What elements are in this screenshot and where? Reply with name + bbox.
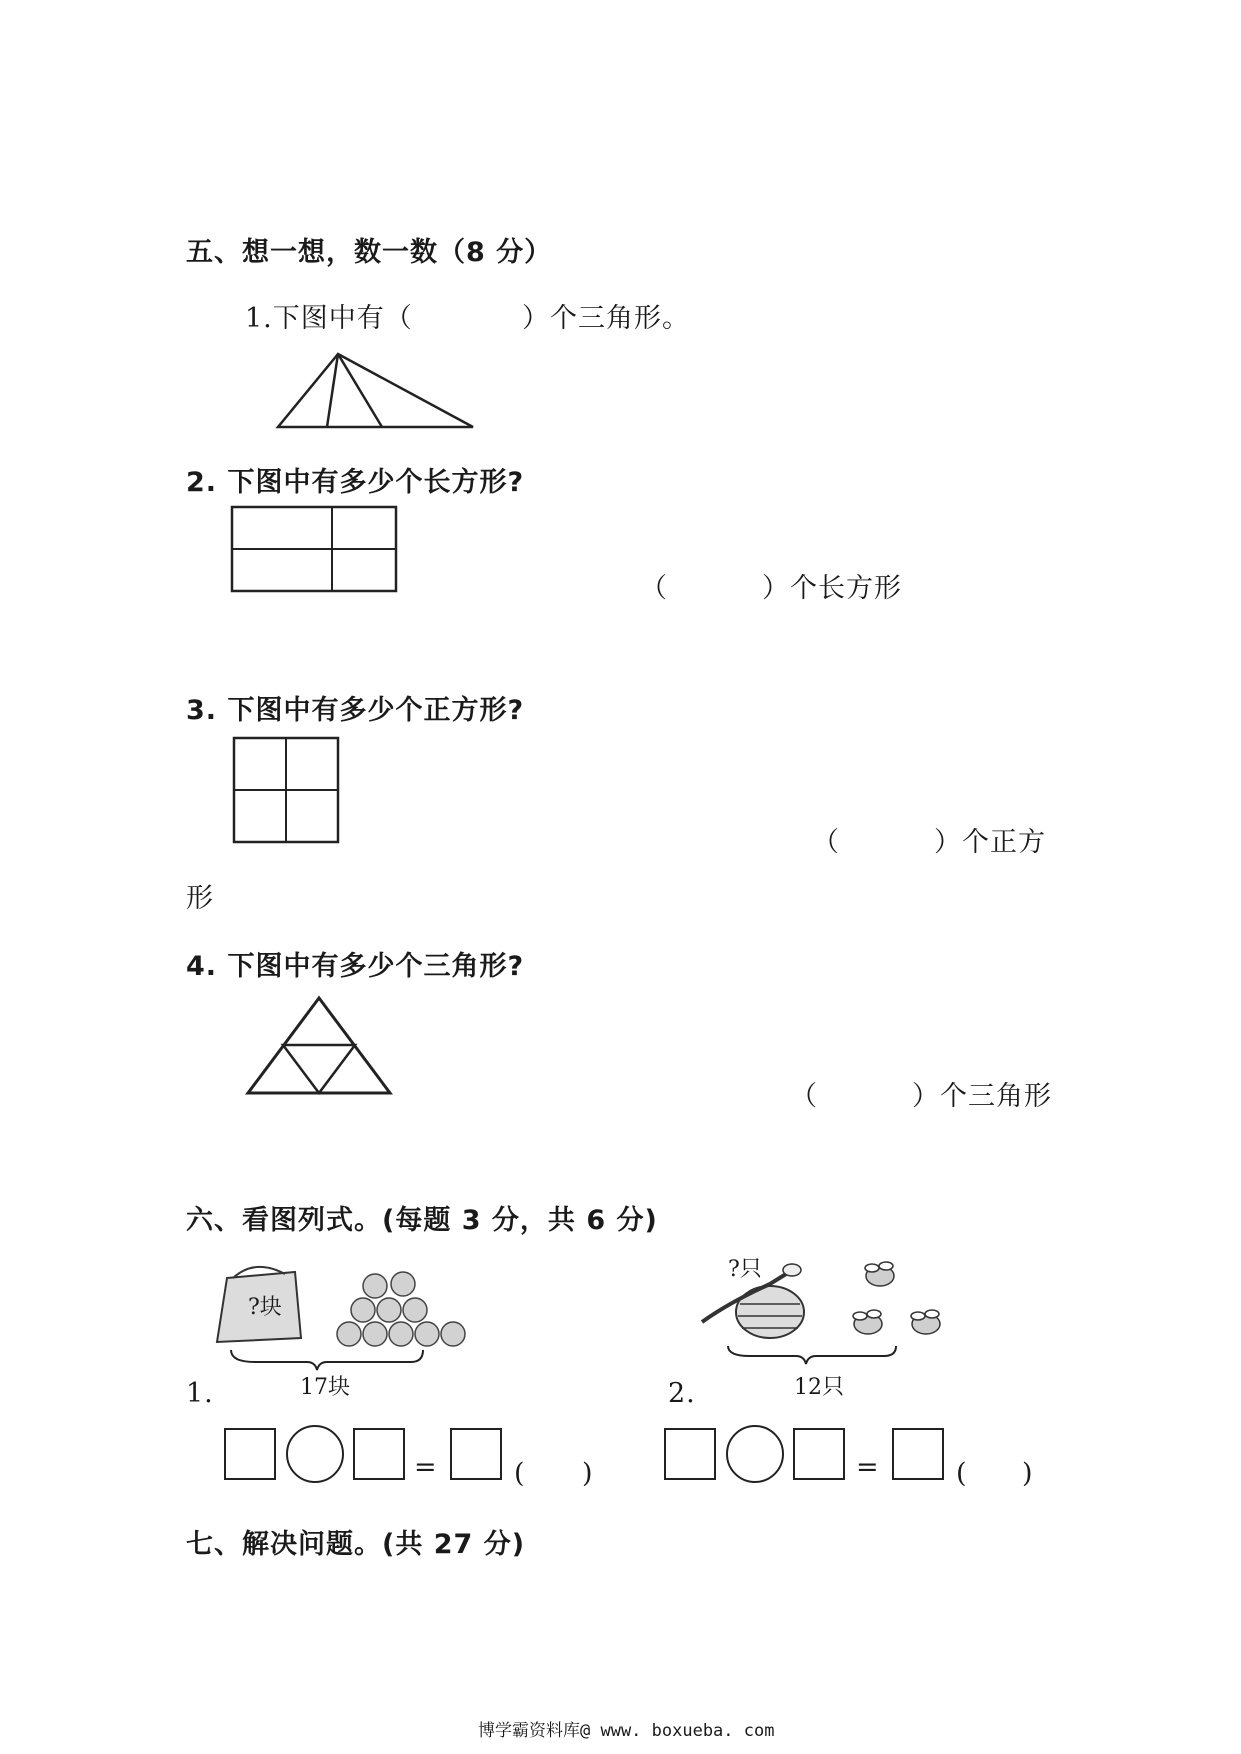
q2-answer-blank[interactable] [670, 566, 760, 598]
section6-title: 六、看图列式。(每题 3 分，共 6 分) [186, 1205, 658, 1236]
q4-answer-suffix: ）个三角形 [912, 1081, 1052, 1112]
p1-unit-paren-open: ( [514, 1458, 526, 1489]
q4-answer-blank[interactable] [820, 1074, 910, 1106]
p2-unit-blank[interactable] [972, 1458, 1020, 1488]
q3-answer-blank[interactable] [842, 820, 932, 852]
footer-watermark: 博学霸资料库@ www. boxueba. com [478, 1721, 775, 1741]
p1-equals: = [414, 1452, 438, 1483]
p1-box-result[interactable] [450, 1428, 502, 1480]
p1-total-label: 17块 [300, 1375, 350, 1400]
p1-box-1[interactable] [224, 1428, 276, 1480]
q3-paren-open: （ [812, 827, 840, 858]
square-grid-figure [232, 736, 342, 846]
p1-unit-paren-close: ) [582, 1458, 594, 1489]
p2-box-1[interactable] [664, 1428, 716, 1480]
p2-unit-paren-close: ) [1022, 1458, 1034, 1489]
p2-total-label: 12只 [794, 1375, 844, 1400]
p1-bag-label: ?块 [248, 1295, 282, 1320]
q3-answer-suffix: ）个正方 [934, 827, 1046, 858]
p2-box-result[interactable] [892, 1428, 944, 1480]
q1-suffix: ）个三角形。 [522, 303, 690, 334]
p1-unit-blank[interactable] [530, 1458, 580, 1488]
section5-title: 五、想一想，数一数（8 分） [186, 237, 553, 268]
q1-prefix: 1.下图中有（ [245, 303, 413, 334]
p2-box-2[interactable] [793, 1428, 845, 1480]
rectangle-figure [230, 505, 400, 595]
p2-unit-paren-open: ( [956, 1458, 968, 1489]
p1-box-2[interactable] [353, 1428, 405, 1480]
p2-operator-circle[interactable] [726, 1425, 784, 1483]
p1-number: 1. [186, 1378, 214, 1409]
p2-equals: = [856, 1452, 880, 1483]
section7-title: 七、解决问题。(共 27 分) [186, 1529, 526, 1560]
q2-answer-suffix: ）个长方形 [762, 573, 902, 604]
q2-question: 2. 下图中有多少个长方形? [186, 467, 525, 498]
q3-question: 3. 下图中有多少个正方形? [186, 695, 525, 726]
triangle-figure-1 [270, 350, 480, 434]
q4-question: 4. 下图中有多少个三角形? [186, 951, 525, 982]
p2-question-label: ?只 [728, 1257, 762, 1282]
p2-number: 2. [668, 1378, 696, 1409]
q2-paren-open: （ [640, 573, 668, 604]
triangle-figure-4 [245, 995, 395, 1097]
q1-answer-blank[interactable] [430, 300, 520, 330]
q3-answer-wrap: 形 [186, 883, 214, 914]
q4-paren-open: （ [790, 1081, 818, 1112]
p1-operator-circle[interactable] [286, 1425, 344, 1483]
